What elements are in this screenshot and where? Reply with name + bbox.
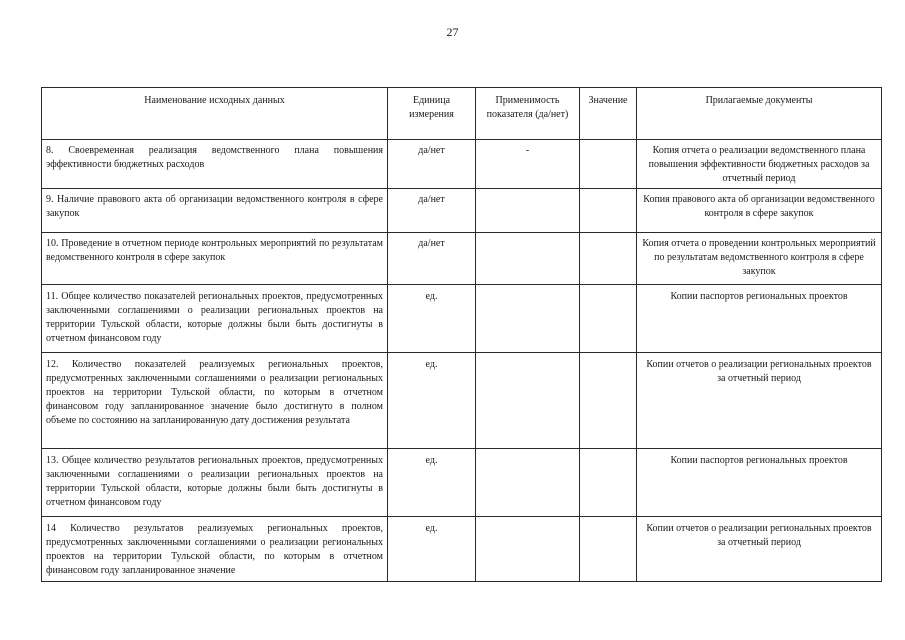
- row-unit: ед.: [388, 285, 476, 353]
- table-header-row: [42, 88, 882, 140]
- row-name: 11. Общее количество показателей региональных проектов, предусмотренных заключенными соглашениями о реализации региональных проектов на территории Тульской области, которые должны были быть достигнуты в отчетном финансовом году: [42, 285, 388, 353]
- table-row: [42, 517, 882, 582]
- row-documents: Копии паспортов региональных проектов: [637, 285, 882, 353]
- row-documents: Копия правового акта об организации ведомственного контроля в сфере закупок: [637, 189, 882, 233]
- row-name: 9. Наличие правового акта об организации ведомственного контроля в сфере закупок: [42, 189, 388, 233]
- row-documents: Копии отчетов о реализации региональных проектов за отчетный период: [637, 517, 882, 582]
- header-name: Наименование исходных данных: [42, 88, 388, 140]
- table-row: [42, 140, 882, 189]
- row-name: 8. Своевременная реализация ведомственного плана повышения эффективности бюджетных расходов: [42, 140, 388, 189]
- row-unit: да/нет: [388, 233, 476, 285]
- row-name: 10. Проведение в отчетном периоде контрольных мероприятий по результатам ведомственного контроля в сфере закупок: [42, 233, 388, 285]
- source-data-table: [41, 87, 882, 582]
- row-unit: да/нет: [388, 189, 476, 233]
- row-value: [580, 449, 637, 517]
- row-documents: Копия отчета о реализации ведомственного плана повышения эффективности бюджетных расходов за отчетный период: [637, 140, 882, 189]
- table-row: [42, 449, 882, 517]
- row-name: 12. Количество показателей реализуемых региональных проектов, предусмотренных заключенными соглашениями о реализации региональных проектов на территории Тульской области, по которым в отчетном финансовом году запланированное значение было достигнуто в полном объеме по состоянию на запланированную дату достижения результата: [42, 353, 388, 449]
- row-unit: ед.: [388, 449, 476, 517]
- row-value: [580, 353, 637, 449]
- row-value: [580, 140, 637, 189]
- table-row: [42, 233, 882, 285]
- row-applicability: [476, 285, 580, 353]
- row-documents: Копии отчетов о реализации региональных проектов за отчетный период: [637, 353, 882, 449]
- row-unit: да/нет: [388, 140, 476, 189]
- header-documents: Прилагаемые документы: [637, 88, 882, 140]
- table-row: [42, 285, 882, 353]
- row-documents: Копии паспортов региональных проектов: [637, 449, 882, 517]
- row-documents: Копия отчета о проведении контрольных мероприятий по результатам ведомственного контроля в сфере закупок: [637, 233, 882, 285]
- row-value: [580, 517, 637, 582]
- row-applicability: [476, 517, 580, 582]
- row-unit: ед.: [388, 517, 476, 582]
- row-applicability: [476, 449, 580, 517]
- row-unit: ед.: [388, 353, 476, 449]
- row-value: [580, 189, 637, 233]
- table-row: [42, 353, 882, 449]
- header-unit: Единица измерения: [388, 88, 476, 140]
- page-number: 27: [446, 25, 459, 39]
- row-applicability: [476, 189, 580, 233]
- row-name: 14 Количество результатов реализуемых региональных проектов, предусмотренных заключенными соглашениями о реализации региональных проектов на территории Тульской области, по которым в отчетном финансовом году запланированное значение: [42, 517, 388, 582]
- row-value: [580, 233, 637, 285]
- table-row: [42, 189, 882, 233]
- row-applicability: -: [476, 140, 580, 189]
- header-applicability: Применимость показателя (да/нет): [476, 88, 580, 140]
- row-value: [580, 285, 637, 353]
- row-applicability: [476, 353, 580, 449]
- row-applicability: [476, 233, 580, 285]
- row-name: 13. Общее количество результатов региональных проектов, предусмотренных заключенными соглашениями о реализации региональных проектов на территории Тульской области, которые должны были быть достигнуты в отчетном финансовом году: [42, 449, 388, 517]
- header-value: Значение: [580, 88, 637, 140]
